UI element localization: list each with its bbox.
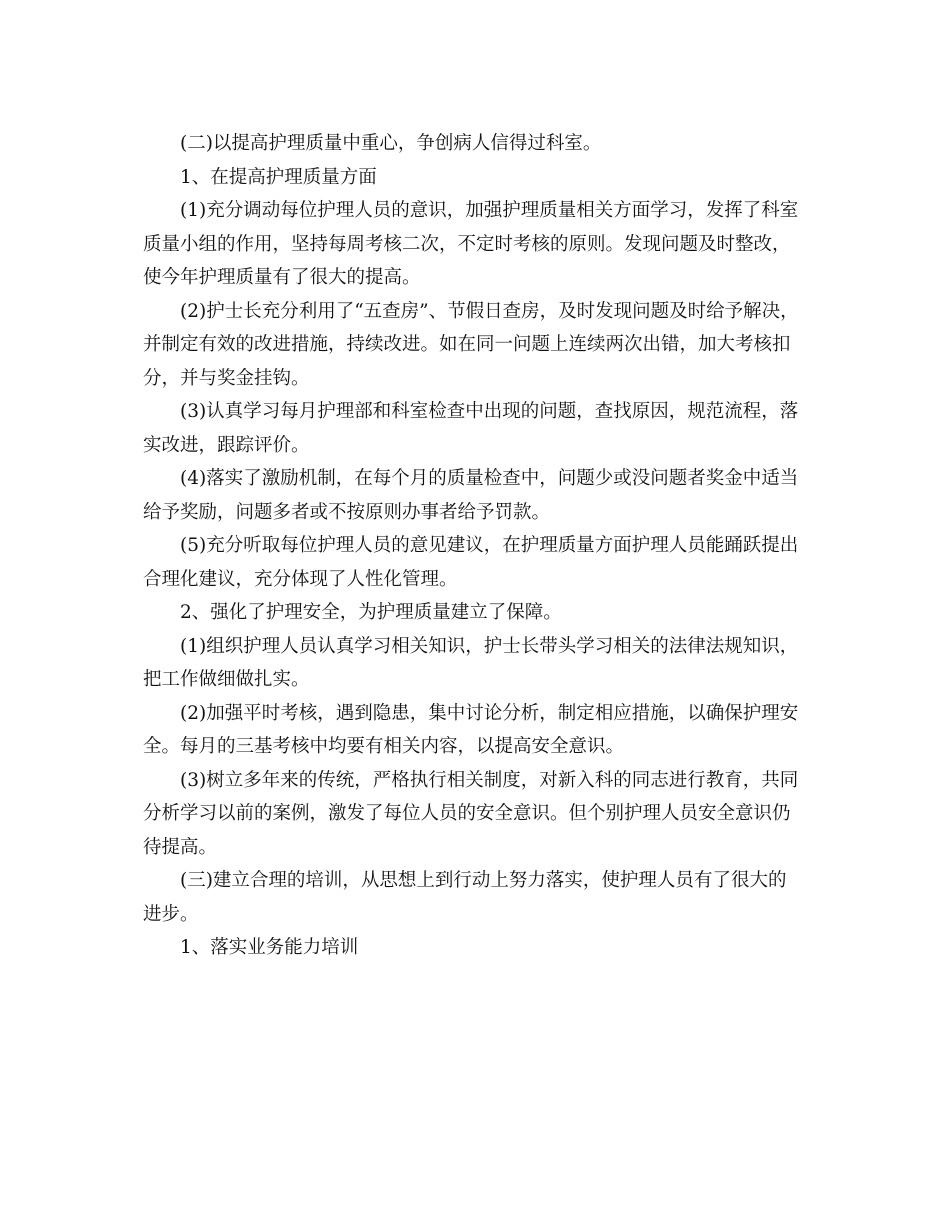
text-line: (2)加强平时考核，遇到隐患，集中讨论分析，制定相应措施，以确保护理安 bbox=[180, 702, 799, 724]
text-line: 1、落实业务能力培训 bbox=[180, 937, 359, 958]
text-line: (二)以提高护理质量中重心，争创病人信得过科室。 bbox=[180, 133, 602, 154]
paragraph-item-5 bbox=[143, 529, 808, 596]
text-line: 把工作做细做扎实。 bbox=[143, 669, 310, 690]
text-line: (2)护士长充分利用了“五查房”、节假日查房，及时发现问题及时给予解决， bbox=[180, 300, 799, 322]
paragraph-subheading-safety bbox=[143, 596, 808, 630]
paragraph-safety-item-2 bbox=[143, 697, 808, 764]
paragraph-item-2 bbox=[143, 295, 808, 396]
paragraph-item-4 bbox=[143, 462, 808, 529]
paragraph-section-three-heading bbox=[143, 864, 808, 931]
paragraph-section-two-heading bbox=[143, 127, 808, 161]
text-line: (3)认真学习每月护理部和科室检查中出现的问题，查找原因，规范流程，落 bbox=[180, 401, 799, 422]
text-line: (1)组织护理人员认真学习相关知识，护士长带头学习相关的法律法规知识， bbox=[180, 635, 799, 657]
paragraph-safety-item-3 bbox=[143, 764, 808, 865]
text-line: (5)充分听取每位护理人员的意见建议，在护理质量方面护理人员能踊跃提出 bbox=[180, 535, 799, 556]
text-line: 1、在提高护理质量方面 bbox=[180, 166, 377, 188]
text-line: 待提高。 bbox=[143, 836, 218, 858]
document-body bbox=[143, 127, 808, 965]
paragraph-item-3 bbox=[143, 395, 808, 462]
text-line: 2、强化了护理安全，为护理质量建立了保障。 bbox=[180, 602, 562, 623]
text-line: 分析学习以前的案例，激发了每位人员的安全意识。但个别护理人员安全意识仍 bbox=[143, 803, 791, 824]
text-line: (1)充分调动每位护理人员的意识，加强护理质量相关方面学习，发挥了科室 bbox=[180, 200, 799, 221]
text-line: 并制定有效的改进措施，持续改进。如在同一问题上连续两次出错，加大考核扣 bbox=[143, 334, 791, 355]
paragraph-item-1 bbox=[143, 194, 808, 295]
text-line: (三)建立合理的培训，从思想上到行动上努力落实，使护理人员有了很大的 bbox=[180, 870, 787, 891]
paragraph-subheading-training bbox=[143, 931, 808, 965]
text-line: 进步。 bbox=[143, 903, 199, 925]
text-line: (4)落实了激励机制，在每个月的质量检查中，问题少或没问题者奖金中适当 bbox=[180, 468, 799, 489]
text-line: 合理化建议，充分体现了人性化管理。 bbox=[143, 568, 458, 590]
text-line: 质量小组的作用，坚持每周考核二次，不定时考核的原则。发现问题及时整改， bbox=[143, 233, 791, 255]
text-line: 使今年护理质量有了很大的提高。 bbox=[143, 267, 421, 288]
text-line: 给予奖励，问题多者或不按原则办事者给予罚款。 bbox=[143, 501, 551, 523]
text-line: 全。每月的三基考核中均要有相关内容，以提高安全意识。 bbox=[143, 736, 625, 757]
text-line: 实改进，跟踪评价。 bbox=[143, 434, 310, 456]
paragraph-safety-item-1 bbox=[143, 630, 808, 697]
paragraph-subheading-quality bbox=[143, 161, 808, 195]
text-line: 分，并与奖金挂钩。 bbox=[143, 367, 310, 389]
text-line: (3)树立多年来的传统，严格执行相关制度，对新入科的同志进行教育，共同 bbox=[180, 769, 799, 791]
